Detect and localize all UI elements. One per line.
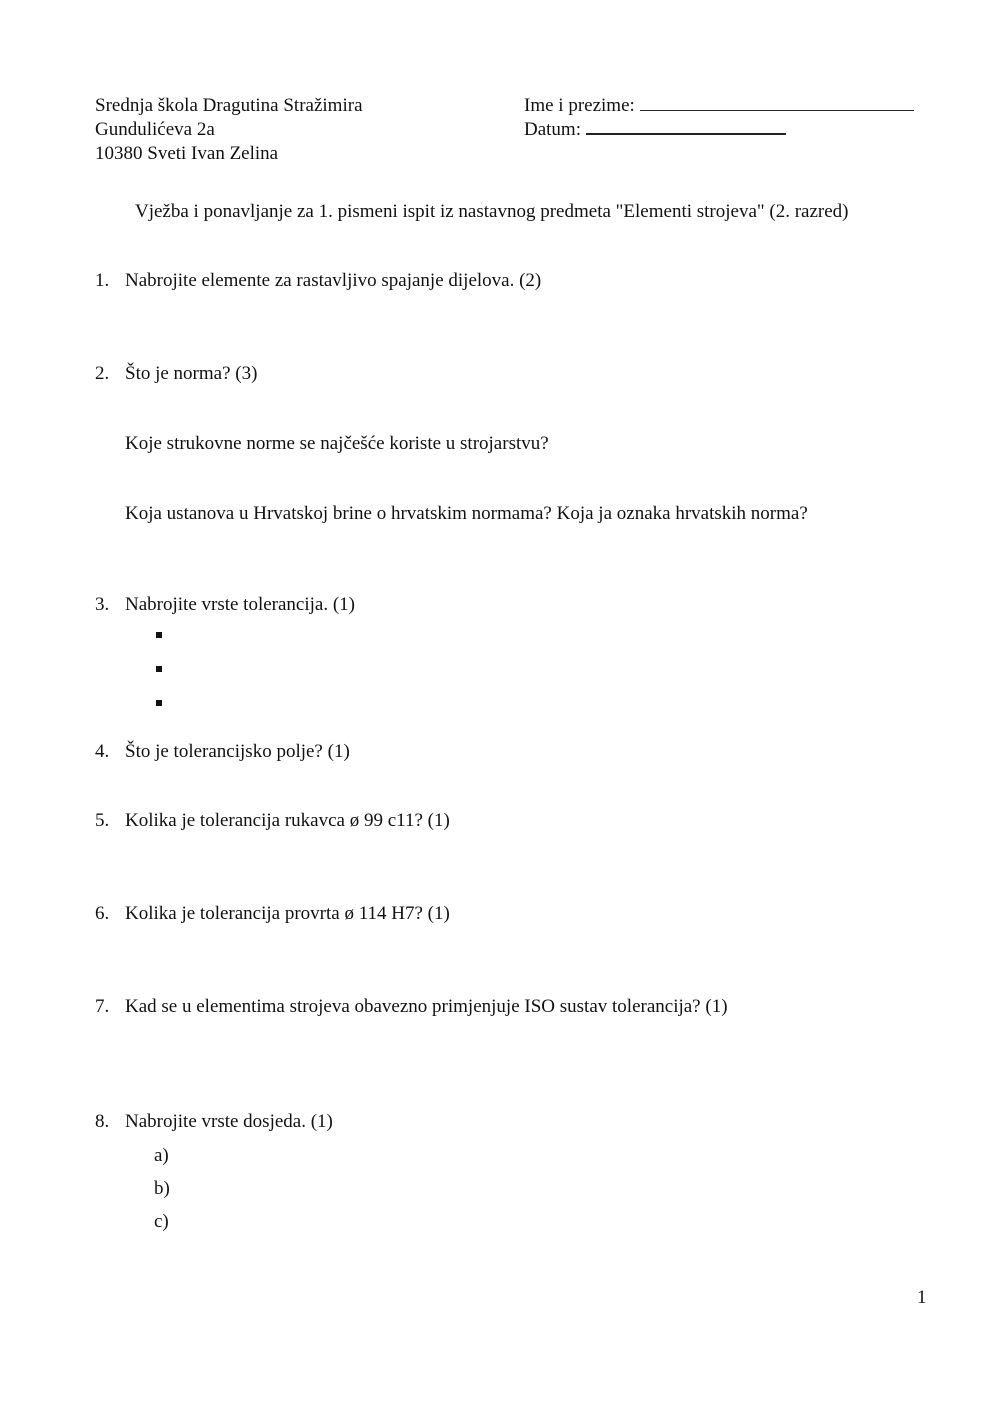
name-blank[interactable] [640, 110, 914, 111]
school-address: Gundulićeva 2a [95, 119, 215, 140]
name-field[interactable] [524, 94, 914, 118]
bullet-icon [156, 700, 162, 706]
question-5-number: 5. [95, 810, 110, 831]
date-label: Datum: [524, 119, 581, 140]
question-2-text: Što je norma? (3) [125, 363, 258, 384]
worksheet-title: Vježba i ponavljanje za 1. pismeni ispit iz nastavnog predmeta "Elementi strojeva" (2. razred) [135, 201, 849, 222]
answer-option-a: a) [154, 1145, 169, 1166]
question-3-text: Nabrojite vrste tolerancija. (1) [125, 594, 356, 615]
question-8-number: 8. [95, 1111, 110, 1132]
bullet-icon [156, 666, 162, 672]
question-4-number: 4. [95, 741, 110, 762]
date-field[interactable] [524, 118, 786, 142]
question-3-number: 3. [95, 594, 110, 615]
question-7-text: Kad se u elementima strojeva obavezno primjenjuje ISO sustav tolerancija? (1) [125, 996, 728, 1017]
question-1-number: 1. [95, 270, 110, 291]
page-number: 1 [917, 1287, 927, 1308]
answer-option-c: c) [154, 1211, 169, 1232]
question-2-number: 2. [95, 363, 110, 384]
question-6-text: Kolika je tolerancija provrta ø 114 H7? (1) [125, 903, 450, 924]
question-7-number: 7. [95, 996, 110, 1017]
bullet-icon [156, 632, 162, 638]
question-4-text: Što je tolerancijsko polje? (1) [125, 741, 350, 762]
date-blank[interactable] [586, 133, 786, 135]
name-label: Ime i prezime: [524, 95, 635, 116]
question-2-sub-1: Koje strukovne norme se najčešće koriste u strojarstvu? [125, 433, 549, 454]
question-1-text: Nabrojite elemente za rastavljivo spajanje dijelova. (2) [125, 270, 542, 291]
school-city: 10380 Sveti Ivan Zelina [95, 143, 279, 164]
school-name: Srednja škola Dragutina Stražimira [95, 95, 363, 116]
question-8-text: Nabrojite vrste dosjeda. (1) [125, 1111, 333, 1132]
question-2-sub-2: Koja ustanova u Hrvatskoj brine o hrvatskim normama? Koja ja oznaka hrvatskih norma? [125, 503, 808, 524]
question-6-number: 6. [95, 903, 110, 924]
answer-option-b: b) [154, 1178, 170, 1199]
question-5-text: Kolika je tolerancija rukavca ø 99 c11? (1) [125, 810, 450, 831]
